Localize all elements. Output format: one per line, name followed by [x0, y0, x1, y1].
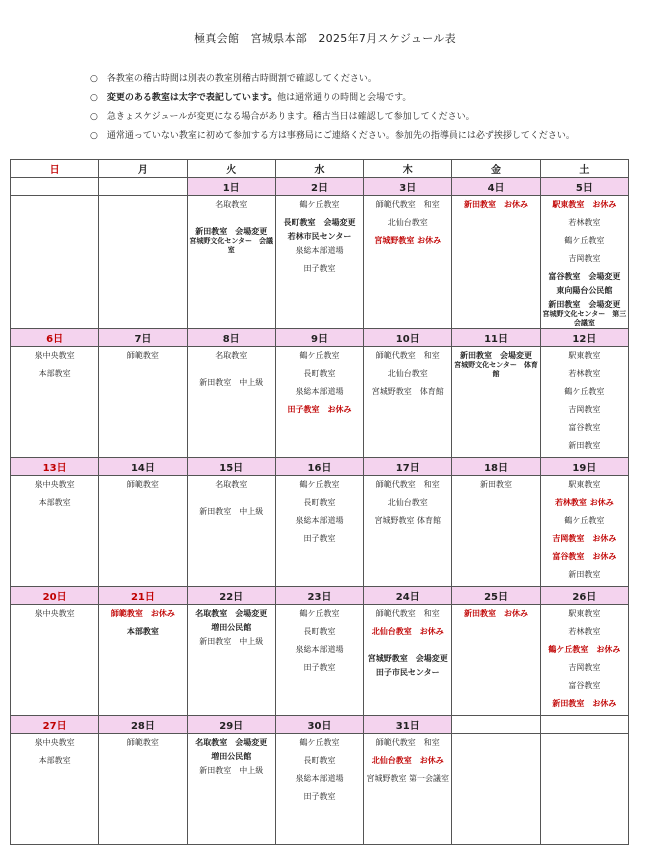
- class-entry: 増田公民館: [211, 752, 252, 761]
- date-cell: 1日: [187, 178, 275, 196]
- class-entry: 駅東教室: [568, 351, 601, 360]
- class-entry: 富谷教室: [568, 681, 601, 690]
- class-entry: 師範代教室 和室: [375, 351, 440, 360]
- class-entry: 新田教室: [568, 570, 601, 579]
- class-entry: 吉岡教室: [568, 663, 601, 672]
- day-cell: [187, 196, 275, 329]
- date-cell: 13日: [11, 458, 99, 476]
- class-entry: 名取教室: [215, 351, 248, 360]
- class-entry: 田子教室: [303, 792, 336, 801]
- day-cell: [540, 347, 628, 458]
- class-entry: 師範代教室 和室: [375, 609, 440, 618]
- class-entry-closed: 北仙台教室 お休み: [371, 627, 444, 636]
- note-item: [90, 127, 575, 146]
- class-entry: 名取教室 会場変更: [195, 609, 268, 618]
- class-entry: 鶴ケ丘教室: [564, 236, 605, 245]
- weekday-header: 金: [452, 160, 540, 178]
- day-cell: [187, 605, 275, 716]
- class-entry: 長町教室: [303, 627, 336, 636]
- class-entry: 新田教室 中上級: [199, 507, 264, 516]
- class-entry: 鶴ケ丘教室: [564, 516, 605, 525]
- class-entry: 宮城野文化センター 会議室: [189, 237, 274, 254]
- class-entry-closed: 宮城野教室 お休み: [374, 236, 442, 245]
- day-cell: [452, 196, 540, 329]
- class-entry: 本部教室: [126, 627, 159, 636]
- date-cell: 26日: [540, 587, 628, 605]
- class-entry: 本部教室: [38, 756, 71, 765]
- class-entry: 宮城野教室 体育館: [371, 387, 444, 396]
- class-entry: 宮城野教室 体育館: [374, 516, 442, 525]
- day-cell: [99, 476, 187, 587]
- day-cell: [187, 734, 275, 845]
- weekday-header: 月: [99, 160, 187, 178]
- note-text: 急きょスケジュールが変更になる場合があります。稽古当日は確認して参加してください。: [106, 112, 475, 122]
- note-bullet: ○: [90, 131, 107, 141]
- date-cell: 27日: [11, 716, 99, 734]
- day-cell: [540, 605, 628, 716]
- note-item: [90, 70, 575, 89]
- day-cell: [11, 734, 99, 845]
- class-entry: 泉総本部道場: [295, 387, 344, 396]
- weekday-header: 水: [275, 160, 363, 178]
- class-entry: 本部教室: [38, 498, 71, 507]
- date-cell: 24日: [364, 587, 452, 605]
- day-cell: [275, 605, 363, 716]
- date-row: [11, 458, 629, 476]
- schedule-body: [11, 178, 629, 845]
- class-entry-closed: 鶴ケ丘教室 お休み: [548, 645, 621, 654]
- day-cell: [364, 196, 452, 329]
- class-entry: 宮城野文化センター 体育館: [454, 361, 538, 378]
- class-entry: 師範教室: [126, 480, 159, 489]
- note-text: 各教室の稽古時間は別表の教室別稽古時間割で確認してください。: [106, 74, 377, 84]
- class-entry-closed: 新田教室 お休み: [464, 609, 529, 618]
- class-entry: 吉岡教室: [568, 254, 601, 263]
- class-entry: 師範教室: [126, 351, 159, 360]
- class-entry: 新田教室 中上級: [199, 766, 264, 775]
- date-cell: 21日: [99, 587, 187, 605]
- date-row: [11, 587, 629, 605]
- date-cell: 25日: [452, 587, 540, 605]
- class-entry: 泉中央教室: [34, 609, 75, 618]
- day-cell: [99, 734, 187, 845]
- classes-row: [11, 476, 629, 587]
- class-entry: 長町教室: [303, 369, 336, 378]
- class-entry: 田子教室: [303, 663, 336, 672]
- class-entry: 鶴ケ丘教室: [299, 480, 340, 489]
- date-cell: [452, 716, 540, 734]
- day-cell: [187, 476, 275, 587]
- class-entry: 師範代教室 和室: [375, 738, 440, 747]
- date-cell: 10日: [364, 329, 452, 347]
- class-entry: 名取教室 会場変更: [195, 738, 268, 747]
- class-entry: 宮城野教室 会場変更: [367, 654, 448, 663]
- class-entry: 富谷教室 会場変更: [548, 272, 621, 281]
- class-entry: 泉中央教室: [34, 480, 75, 489]
- classes-row: [11, 605, 629, 716]
- weekday-header: 日: [11, 160, 99, 178]
- day-cell: [99, 347, 187, 458]
- day-cell: [364, 605, 452, 716]
- date-cell: 8日: [187, 329, 275, 347]
- class-entry: 新田教室 会場変更: [548, 300, 621, 309]
- date-cell: 9日: [275, 329, 363, 347]
- note-bullet: ○: [90, 112, 107, 122]
- class-entry-closed: 若林教室 お休み: [554, 498, 614, 507]
- day-cell: [364, 734, 452, 845]
- notes-list: [90, 70, 575, 146]
- weekday-header: 土: [540, 160, 628, 178]
- note-bullet: ○: [90, 93, 107, 103]
- class-entry-closed: 田子教室 お休み: [287, 405, 352, 414]
- class-entry: 鶴ケ丘教室: [299, 200, 340, 209]
- date-cell: [11, 178, 99, 196]
- class-entry: 師範教室: [126, 738, 159, 747]
- class-entry: 泉総本部道場: [295, 516, 344, 525]
- class-entry-closed: 師範教室 お休み: [110, 609, 175, 618]
- day-cell: [11, 605, 99, 716]
- class-entry: 長町教室: [303, 756, 336, 765]
- date-cell: 22日: [187, 587, 275, 605]
- class-entry: 北仙台教室: [387, 369, 428, 378]
- spacer: [364, 641, 451, 650]
- class-entry: 若林教室: [568, 627, 601, 636]
- date-cell: 17日: [364, 458, 452, 476]
- day-cell: [99, 196, 187, 329]
- class-entry: 田子市民センター: [375, 668, 440, 677]
- class-entry: 北仙台教室: [387, 218, 428, 227]
- class-entry: 新田教室 中上級: [199, 637, 264, 646]
- day-cell: [452, 734, 540, 845]
- date-cell: 15日: [187, 458, 275, 476]
- class-entry: 新田教室 会場変更: [195, 227, 268, 236]
- class-entry: 若林教室: [568, 369, 601, 378]
- class-entry-closed: 富谷教室 お休み: [552, 552, 617, 561]
- day-cell: [11, 476, 99, 587]
- class-entry: 鶴ケ丘教室: [299, 351, 340, 360]
- class-entry: 増田公民館: [211, 623, 252, 632]
- class-entry: 宮城野教室 第一会議室: [366, 774, 450, 783]
- class-entry-closed: 北仙台教室 お休み: [371, 756, 444, 765]
- day-cell: [11, 347, 99, 458]
- note-text: 通常通っていない教室に初めて参加する方は事務局にご連絡ください。参加先の指導員には必ず挨拶してください。: [106, 131, 575, 141]
- page-title: 極真会館 宮城県本部 2025年7月スケジュール表: [194, 32, 456, 45]
- date-cell: 28日: [99, 716, 187, 734]
- class-entry: 田子教室: [303, 534, 336, 543]
- date-cell: 7日: [99, 329, 187, 347]
- class-entry: 駅東教室: [568, 480, 601, 489]
- class-entry-closed: 駅東教室 お休み: [552, 200, 617, 209]
- day-cell: [364, 476, 452, 587]
- day-cell: [452, 476, 540, 587]
- class-entry: 長町教室: [303, 498, 336, 507]
- class-entry: 新田教室: [480, 480, 513, 489]
- spacer: [188, 214, 275, 223]
- class-entry: 泉総本部道場: [295, 246, 344, 255]
- note-bullet: ○: [90, 74, 107, 84]
- class-entry: 泉総本部道場: [295, 774, 344, 783]
- date-cell: 4日: [452, 178, 540, 196]
- class-entry: 泉総本部道場: [295, 645, 344, 654]
- date-row: [11, 178, 629, 196]
- class-entry: 鶴ケ丘教室: [299, 738, 340, 747]
- day-cell: [11, 196, 99, 329]
- class-entry: 若林教室: [568, 218, 601, 227]
- classes-row: [11, 734, 629, 845]
- class-entry: 名取教室: [215, 480, 248, 489]
- date-cell: 29日: [187, 716, 275, 734]
- spacer: [188, 365, 275, 374]
- day-cell: [452, 605, 540, 716]
- note-item: [90, 89, 575, 108]
- class-entry: 新田教室: [568, 441, 601, 450]
- class-entry-closed: 新田教室 お休み: [464, 200, 529, 209]
- day-cell: [275, 476, 363, 587]
- note-bold-text: 変更のある教室は太字で表記しています。: [106, 93, 278, 103]
- day-cell: [99, 605, 187, 716]
- date-cell: 2日: [275, 178, 363, 196]
- day-cell: [540, 476, 628, 587]
- class-entry: 新田教室 会場変更: [460, 351, 533, 360]
- date-cell: 30日: [275, 716, 363, 734]
- date-cell: 11日: [452, 329, 540, 347]
- classes-row: [11, 196, 629, 329]
- class-entry: 東向陽台公民館: [556, 286, 613, 295]
- date-cell: 6日: [11, 329, 99, 347]
- class-entry: 若林市民センター: [287, 232, 352, 241]
- day-cell: [540, 196, 628, 329]
- day-cell: [452, 347, 540, 458]
- day-cell: [275, 347, 363, 458]
- note-item: [90, 108, 575, 127]
- schedule-table: [10, 159, 629, 845]
- weekday-header: 火: [187, 160, 275, 178]
- weekday-header-row: [11, 160, 629, 178]
- class-entry: 長町教室 会場変更: [283, 218, 356, 227]
- date-cell: 20日: [11, 587, 99, 605]
- weekday-header: 木: [364, 160, 452, 178]
- classes-row: [11, 347, 629, 458]
- class-entry: 本部教室: [38, 369, 71, 378]
- date-cell: [99, 178, 187, 196]
- date-cell: 5日: [540, 178, 628, 196]
- date-cell: [540, 716, 628, 734]
- date-cell: 16日: [275, 458, 363, 476]
- class-entry-closed: 新田教室 お休み: [552, 699, 617, 708]
- class-entry: 吉岡教室: [568, 405, 601, 414]
- class-entry: 駅東教室: [568, 609, 601, 618]
- date-row: [11, 329, 629, 347]
- date-cell: 23日: [275, 587, 363, 605]
- class-entry: 田子教室: [303, 264, 336, 273]
- date-cell: 12日: [540, 329, 628, 347]
- date-cell: 19日: [540, 458, 628, 476]
- day-cell: [364, 347, 452, 458]
- class-entry: 師範代教室 和室: [375, 480, 440, 489]
- date-cell: 14日: [99, 458, 187, 476]
- note-text: 他は通常通りの時間と会場です。: [277, 93, 412, 103]
- class-entry: 鶴ケ丘教室: [564, 387, 605, 396]
- date-cell: 3日: [364, 178, 452, 196]
- class-entry: 富谷教室: [568, 423, 601, 432]
- class-entry: 泉中央教室: [34, 738, 75, 747]
- day-cell: [187, 347, 275, 458]
- day-cell: [275, 196, 363, 329]
- date-cell: 18日: [452, 458, 540, 476]
- class-entry-closed: 吉岡教室 お休み: [552, 534, 617, 543]
- day-cell: [540, 734, 628, 845]
- spacer: [188, 494, 275, 503]
- class-entry: 北仙台教室: [387, 498, 428, 507]
- class-entry: 鶴ケ丘教室: [299, 609, 340, 618]
- date-cell: 31日: [364, 716, 452, 734]
- class-entry: 新田教室 中上級: [199, 378, 264, 387]
- class-entry: 名取教室: [215, 200, 248, 209]
- class-entry: 泉中央教室: [34, 351, 75, 360]
- class-entry: 師範代教室 和室: [375, 200, 440, 209]
- day-cell: [275, 734, 363, 845]
- date-row: [11, 716, 629, 734]
- class-entry: 宮城野文化センター 第三会議室: [542, 310, 627, 327]
